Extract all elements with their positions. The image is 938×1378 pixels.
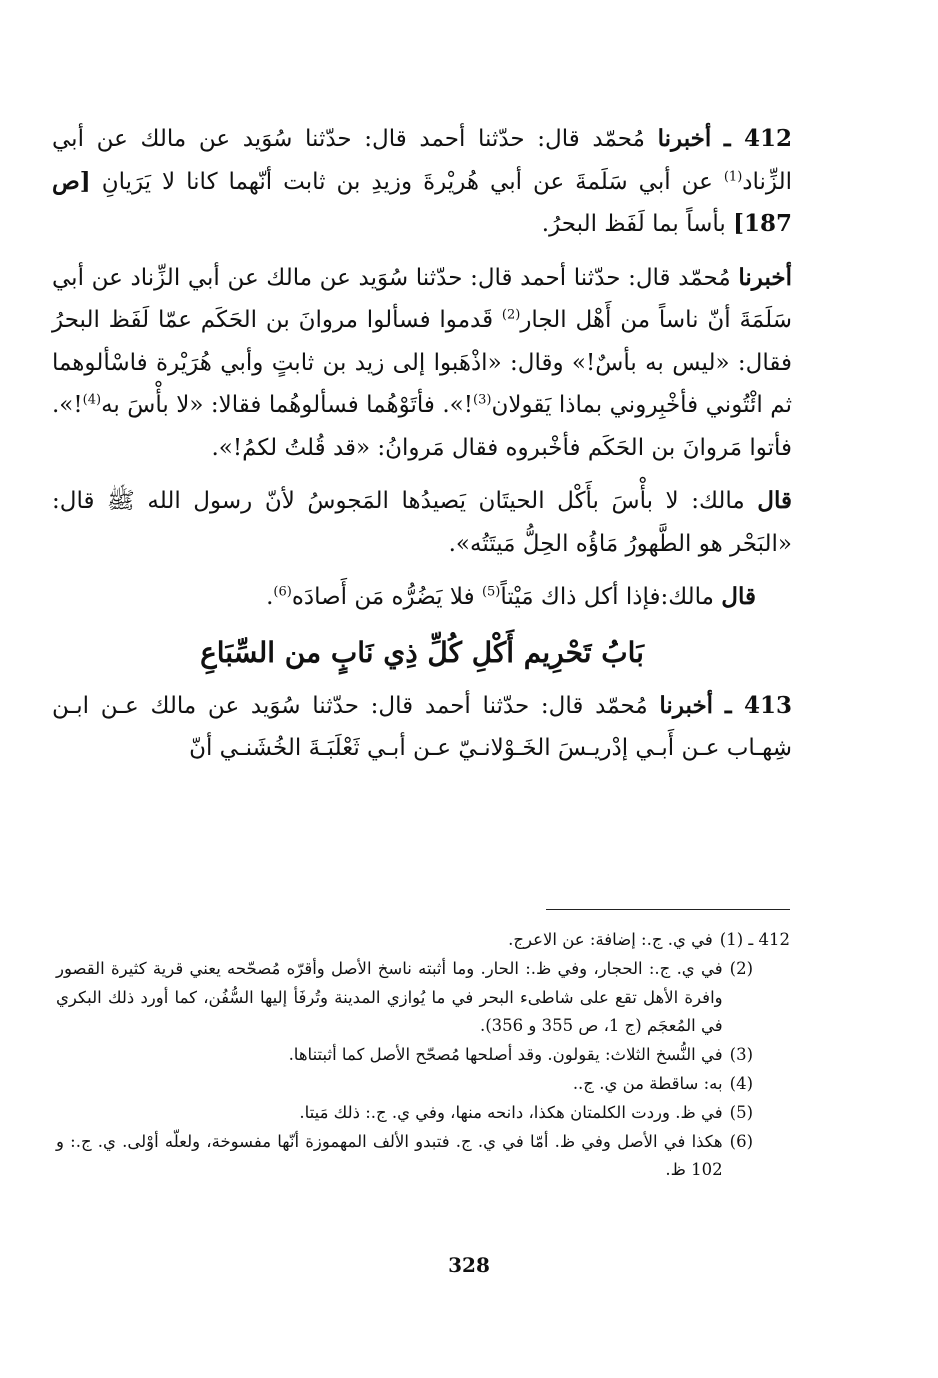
malik-saying-2 — [52, 576, 792, 619]
footnote-ref[interactable]: (5) — [481, 584, 501, 600]
footnote-item — [56, 955, 790, 1041]
hadith-text: مُحمّد قال: حدّثنا أحمد قال: حدّثنا سُوَيد عن مالك عن أبي الزِّناد عن أبي سَلَمَةَ أنّ ناساً من أَهْل الجار — [52, 264, 792, 333]
saying-lead-word: قال — [721, 583, 756, 610]
hadith-412 — [52, 118, 792, 246]
hadith-text: عن أبي سَلَمةَ عن أبي هُريْرةَ وزيدِ بن ثابت أنّهما كانا لا يَرَيانِ — [101, 168, 713, 195]
saying-lead-word: قال — [757, 487, 793, 514]
footnote-text: هكذا في الأصل وفي ظ. أمّا في ي. ج. فتبدو الألف المهموزة أنّها مفسوخة، ولعلّه أوْلى. ي. ج.: و 102 ظ. — [56, 1131, 723, 1180]
hadith-number: 413 ـ — [724, 691, 793, 719]
footnote-ref[interactable]: (1) — [723, 168, 743, 184]
hadith-413 — [52, 685, 792, 770]
hadith-lead-word: أخبرنا — [738, 263, 793, 291]
footnote-text: في ظ. وردت الكلمتان هكذا، دانحه منها، وفي ي. ج.: ذلك مَيتا. — [299, 1102, 723, 1122]
hadith-text: مُحمّد قال: حدّثنا أحمد قال: حدّثنا سُوَيد عن مالك عن أبي الزِّناد — [52, 126, 793, 195]
hadith-412-variant — [52, 257, 792, 470]
footnote-item — [56, 1128, 790, 1186]
saying-text: مالك:فإذا أكل ذاك مَيْتاً — [500, 584, 714, 610]
hadith-text: !». فأتوا مَروانَ بن الحَكَم فأخْبروه فقال مَروانُ: «قد قُلتُ لكمُ!». — [52, 392, 792, 461]
footnote-number: (2) — [729, 958, 753, 978]
hadith-lead-word: أخبرنا — [659, 691, 714, 719]
footnote-number: (5) — [729, 1102, 753, 1122]
footnote-text: به: ساقطة من ي. ج.. — [572, 1073, 723, 1093]
footnote-item — [56, 1041, 790, 1070]
footnote-text: في النُّسخ الثلاث: يقولون. وقد أصلحها مُصحّح الأصل كما أثبتناها. — [288, 1045, 723, 1065]
footnote-text: في ي. ج.: إضافة: عن الاعرج. — [508, 930, 713, 949]
footnote-ref[interactable]: (6) — [273, 584, 292, 600]
hadith-lead-word: أخبرنا — [657, 125, 712, 152]
saying-text: مالك: لا بأْسَ بأَكْل الحيتَان يَصيدُها المَجوسُ لأنّ رسول الله ﷺ قال: «البَحْر هو الطَّهورُ مَاؤُه الحِلُّ مَيتَتُه». — [52, 488, 792, 557]
footnote-separator — [546, 909, 790, 910]
hadith-text: !». فأتَوْهُما فسألوهُما فقالا: «لا بأْسَ به — [101, 392, 473, 418]
punctuation: . — [266, 584, 274, 610]
footnote-item — [56, 1099, 790, 1128]
hadith-text: قَدموا فسألوا مروانَ بن الحَكَم عمّا لَفَظ البحرُ فقال: «ليس به بأسٌ!» وقال: «اذْهَبوا إلى زيد بن ثابتٍ وأبي هُرَيْرة فاسْألوهما ثم ائْتُوني فأخْبِروني بماذا يَقولان — [52, 307, 793, 418]
footnote-number: (4) — [729, 1073, 753, 1093]
chapter-heading: بَابُ تَحْرِيم أَكْلِ كُلِّ ذِي نَابٍ من السِّبَاعِ — [200, 635, 644, 669]
hadith-text: مُحمّد قال: حدّثنا أحمد قال: حدّثنا سُوَيد عن مالك عـن ابـن شِهـاب عـن أَبـي إدْريـسَ الخَـوْلانـيّ عـن أبـي ثَعْلَبَـةَ الخُشَنـي أنّ — [52, 692, 792, 761]
hadith-text: بأساً بما لَفَظ البحرُ. — [541, 211, 726, 237]
main-text — [52, 118, 792, 781]
footnote-text: في ي. ج.: الحجار، وفي ظ.: الحار. وما أثبته ناسخ الأصل وأقرّه مُصحّحه يعني قرية كثيرة القصور وافرة الأهل تقع على شاطىء البحر في ما يُوازي المدينة وتُرفَأ إليها السُّفُن، كما أورد ذلك البكري في المُعجَم (ج 1، ص 355 و 356). — [56, 958, 723, 1036]
hadith-number: 412 ـ — [723, 125, 793, 152]
footnote-ref[interactable]: (3) — [473, 392, 492, 408]
footnote-item — [56, 1070, 790, 1099]
malik-saying-1 — [52, 480, 792, 565]
footnotes — [56, 926, 790, 1185]
saying-text: فلا يَضُرُّه مَن أَصادَه — [291, 584, 475, 610]
footnote-item — [56, 926, 790, 955]
footnote-ref[interactable]: (4) — [82, 392, 102, 408]
footnote-ref[interactable]: (2) — [501, 307, 521, 323]
footnote-number: (3) — [729, 1045, 753, 1065]
footnote-number: (6) — [729, 1131, 753, 1151]
page-reference: [ص 187] — [52, 167, 792, 237]
page-number: 328 — [448, 1253, 490, 1277]
footnote-number: 412 ـ (1) — [719, 930, 790, 949]
